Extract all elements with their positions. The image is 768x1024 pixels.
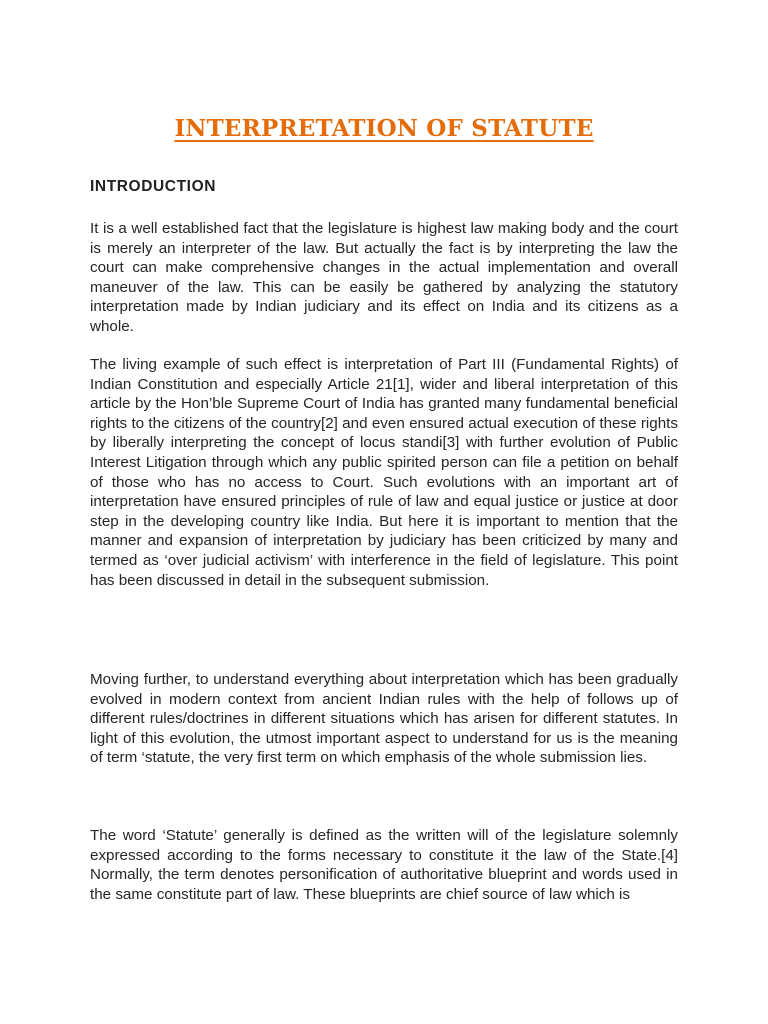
paragraph-1: It is a well established fact that the legislature is highest law making body and the court is merely an interpreter of the law. But actually the fact is by interpreting the law the court can make comprehensive changes in the actual implementation and overall maneuver of the law. This can be easily be gathered by analyzing the statutory interpretation made by Indian judiciary and its effect on India and its citizens as a whole.: [90, 220, 678, 335]
page-title: INTERPRETATION OF STATUTE: [174, 115, 594, 142]
paragraph-3: Moving further, to understand everything about interpretation which has been gradually evolved in modern context from ancient Indian rules with the help of follows up of different rules/doctrines in different situations which has arisen for different statutes. In light of this evolution, the utmost important aspect to understand for us is the meaning of term ‘statute, the very first term on which emphasis of the whole submission lies.: [90, 671, 678, 767]
section-heading: INTRODUCTION: [90, 178, 217, 195]
paragraph-2: The living example of such effect is interpretation of Part III (Fundamental Rights) of Indian Constitution and especially Article 21[1], wider and liberal interpretation of this article by the Hon’ble Supreme Court of India has granted many fundamental beneficial rights to the citizens of the country[2] and even ensured actual execution of these rights by liberally interpreting the concept of locus standi[3] with further evolution of Public Interest Litigation through which any public spirited person can file a petition on behalf of those who has no access to Court. Such evolutions with an important art of interpretation have ensured principles of rule of law and equal justice or justice at door step in the developing country like India. But here it is important to mention that the manner and expansion of interpretation by judiciary has been criticized by many and termed as ‘over judicial activism’ with interference in the field of legislature. This point has been discussed in detail in the subsequent submission.: [90, 356, 678, 589]
paragraph-4: The word ‘Statute’ generally is defined as the written will of the legislature solemnly expressed according to the forms necessary to constitute it the law of the State.[4] Normally, the term denotes personification of authoritative blueprint and words used in the same constitute part of law. These blueprints are chief source of law which is: [90, 827, 678, 903]
